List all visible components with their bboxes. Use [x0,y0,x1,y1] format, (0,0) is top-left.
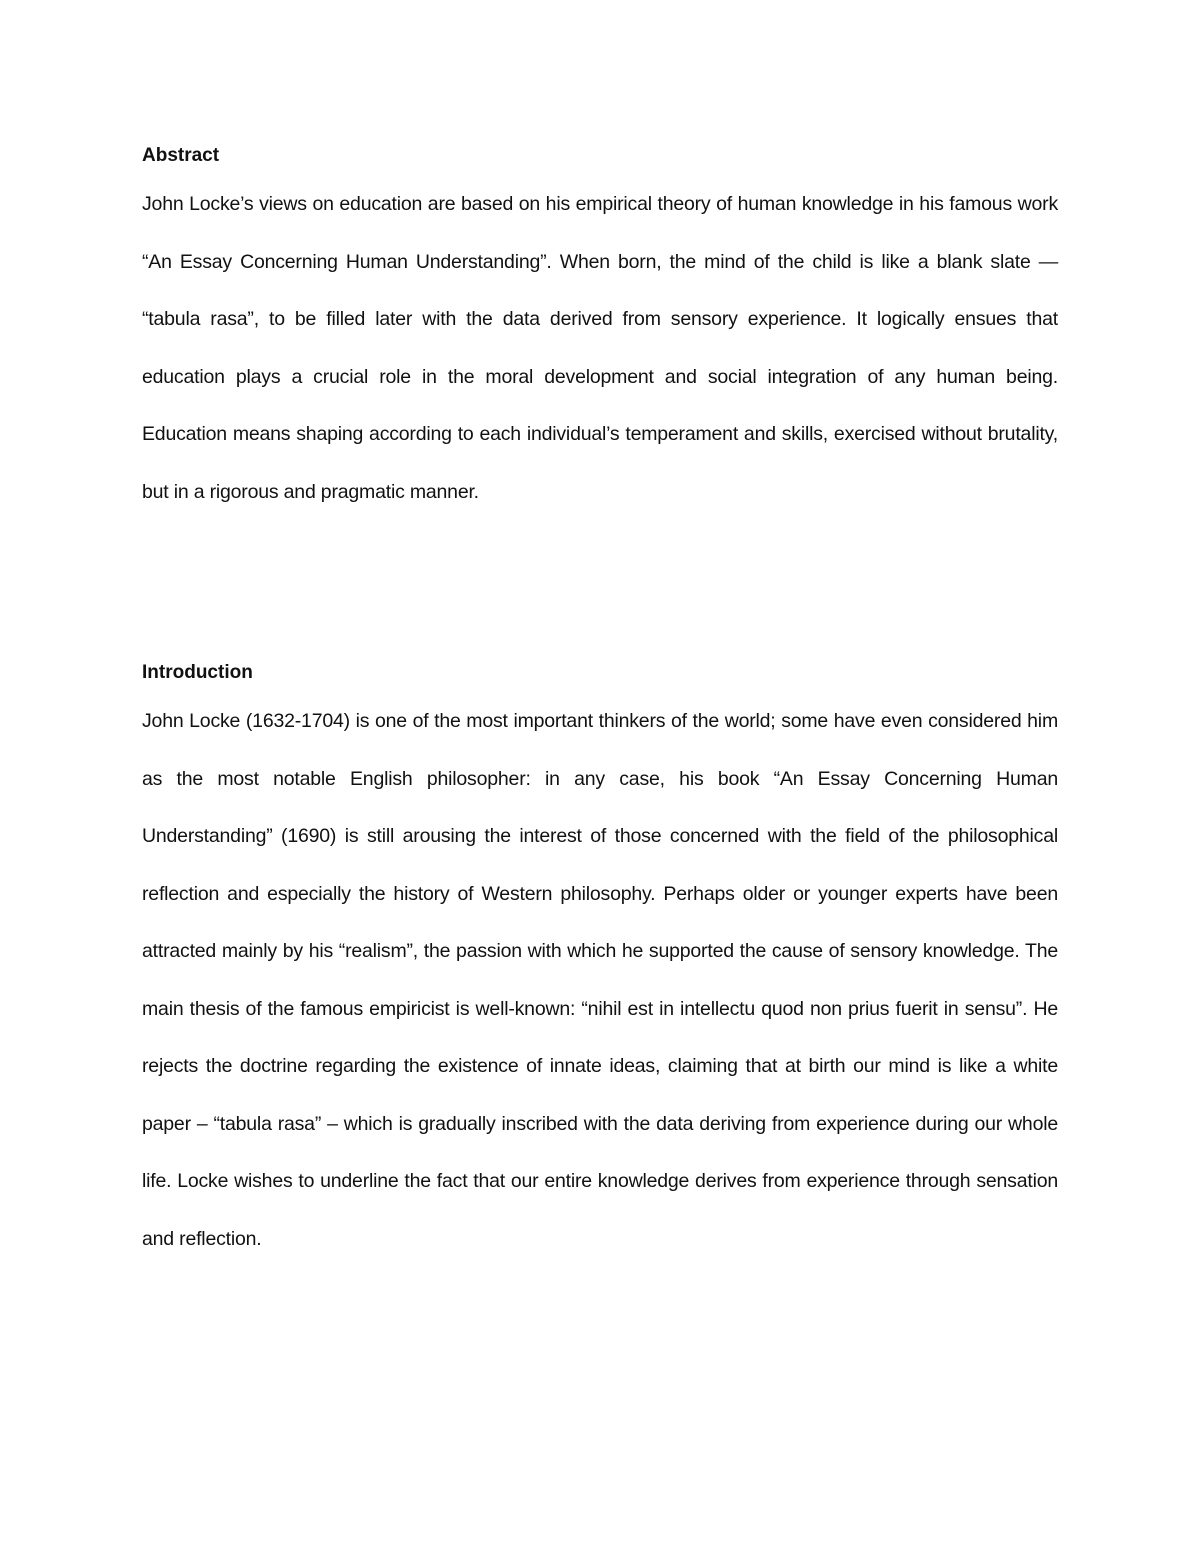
section-spacer [142,521,1058,657]
introduction-paragraph: John Locke (1632-1704) is one of the most important thinkers of the world; some have even considered him as the most notable English philosopher: in any case, his book “An Essay Concerning Human Understanding” (1690) is still arousing the interest of those concerned with the field of the philosophical reflection and especially the history of Western philosophy. Perhaps older or younger experts have been attracted mainly by his “realism”, the passion with which he supported the cause of sensory knowledge. The main thesis of the famous empiricist is well-known: “nihil est in intellectu quod non prius fuerit in sensu”. He rejects the doctrine regarding the existence of innate ideas, claiming that at birth our mind is like a white paper – “tabula rasa” – which is gradually inscribed with the data deriving from experience during our whole life. Locke wishes to underline the fact that our entire knowledge derives from experience through sensation and reflection. [142,710,1058,1250]
introduction-heading: Introduction [142,662,253,683]
abstract-heading: Abstract [142,145,220,166]
introduction-section [142,657,1058,1268]
abstract-paragraph: John Locke’s views on education are based on his empirical theory of human knowledge in his famous work “An Essay Concerning Human Understanding”. When born, the mind of the child is like a blank slate — “tabula rasa”, to be filled later with the data derived from sensory experience. It logically ensues that education plays a crucial role in the moral development and social integration of any human being. Education means shaping according to each individual’s temperament and skills, exercised without brutality, but in a rigorous and pragmatic manner. [142,193,1058,503]
abstract-section [142,140,1058,521]
document-body [142,140,1058,1268]
